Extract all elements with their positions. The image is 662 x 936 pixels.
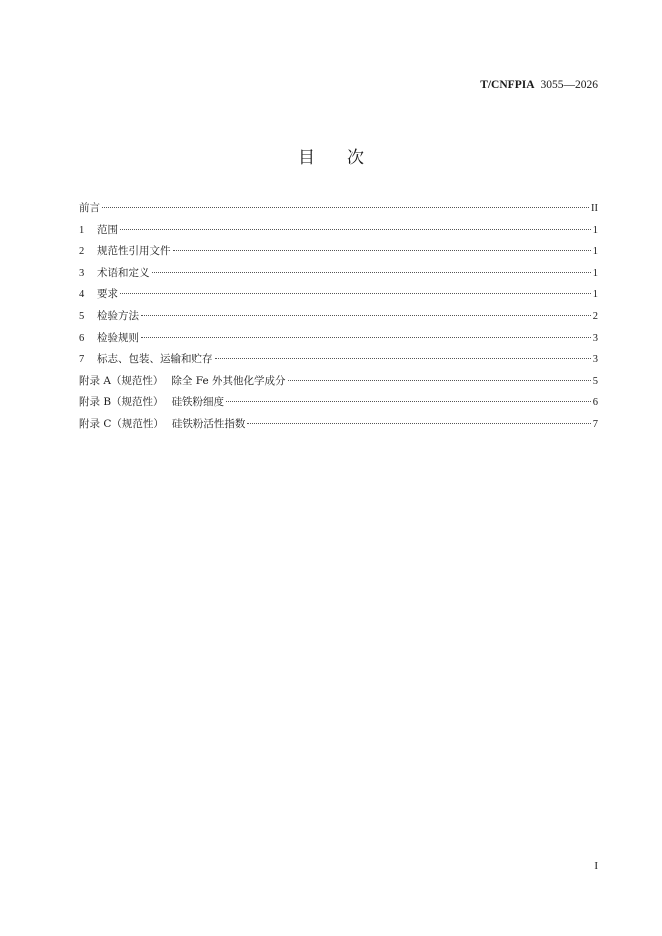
toc-page-number: 1 [592, 267, 598, 279]
toc-page-number: 1 [592, 246, 598, 258]
toc-entry-title: 术语和定义 [97, 266, 150, 279]
standard-prefix: T/CNFPIA [480, 79, 535, 91]
toc-entry-title: 检验方法 [97, 309, 139, 322]
toc-entry-title: 硅铁粉细度 [171, 396, 225, 409]
toc-entry-number: 7 [79, 354, 85, 366]
toc-annex-label: 附录 C（规范性） [79, 417, 164, 430]
toc-page-number: 3 [592, 354, 598, 366]
toc-entry-number: 2 [79, 246, 85, 258]
toc-page-number: 6 [592, 397, 598, 409]
toc-entry-number: 3 [79, 267, 85, 279]
toc-annex-label: 附录 A（规范性） [79, 374, 164, 387]
toc-entry[interactable] [79, 263, 598, 285]
toc-entry[interactable] [79, 328, 598, 350]
toc-leader-dots [173, 250, 591, 251]
toc-entry-title: 规范性引用文件 [97, 245, 171, 258]
toc-entry-title: 标志、包装、运输和贮存 [97, 353, 213, 366]
toc-page-number: 7 [592, 418, 598, 430]
toc-entry-title: 前言 [79, 202, 100, 214]
toc-entry[interactable] [79, 349, 598, 371]
toc-entry-number: 5 [79, 310, 85, 322]
toc-leader-dots [215, 358, 591, 359]
toc-entry-number: 6 [79, 332, 85, 344]
toc-page-number: 5 [592, 375, 598, 387]
toc-leader-dots [141, 315, 591, 316]
toc-page-number: 2 [592, 310, 598, 322]
toc-leader-dots [288, 380, 591, 381]
toc-leader-dots [102, 207, 589, 208]
toc-leader-dots [226, 401, 591, 402]
toc-leader-dots [120, 229, 591, 230]
title-char-1: 目 [298, 148, 315, 168]
toc-page-number: II [591, 203, 598, 214]
toc-entry[interactable] [79, 241, 598, 263]
toc-entry-number: 1 [79, 224, 85, 236]
toc-entry-title: 硅铁粉活性指数 [171, 417, 246, 430]
toc-entry[interactable] [79, 284, 598, 306]
toc-entry-title: 要求 [97, 288, 118, 301]
toc-entry[interactable] [79, 371, 598, 393]
toc-leader-dots [120, 293, 591, 294]
table-of-contents [79, 198, 598, 436]
toc-page-number: 3 [592, 332, 598, 344]
toc-entry[interactable] [79, 306, 598, 328]
toc-page-number: 1 [592, 289, 598, 301]
title-char-2: 次 [347, 148, 364, 168]
toc-page-number: 1 [592, 224, 598, 236]
toc-annex-label: 附录 B（规范性） [79, 396, 164, 409]
toc-entry-number: 4 [79, 289, 85, 301]
toc-entry[interactable] [79, 220, 598, 242]
toc-entry[interactable] [79, 198, 598, 220]
standard-code [480, 79, 598, 91]
toc-entry-title: 检验规则 [97, 331, 139, 344]
page-title [0, 143, 662, 168]
toc-leader-dots [141, 337, 591, 338]
toc-entry[interactable] [79, 392, 598, 414]
toc-entry[interactable] [79, 414, 598, 436]
toc-leader-dots [152, 272, 591, 273]
page-number: I [594, 860, 598, 872]
toc-entry-title: 除全 Fe 外其他化学成分 [171, 374, 286, 387]
toc-leader-dots [247, 423, 590, 424]
standard-number: 3055—2026 [540, 79, 598, 91]
toc-entry-title: 范围 [97, 223, 118, 236]
